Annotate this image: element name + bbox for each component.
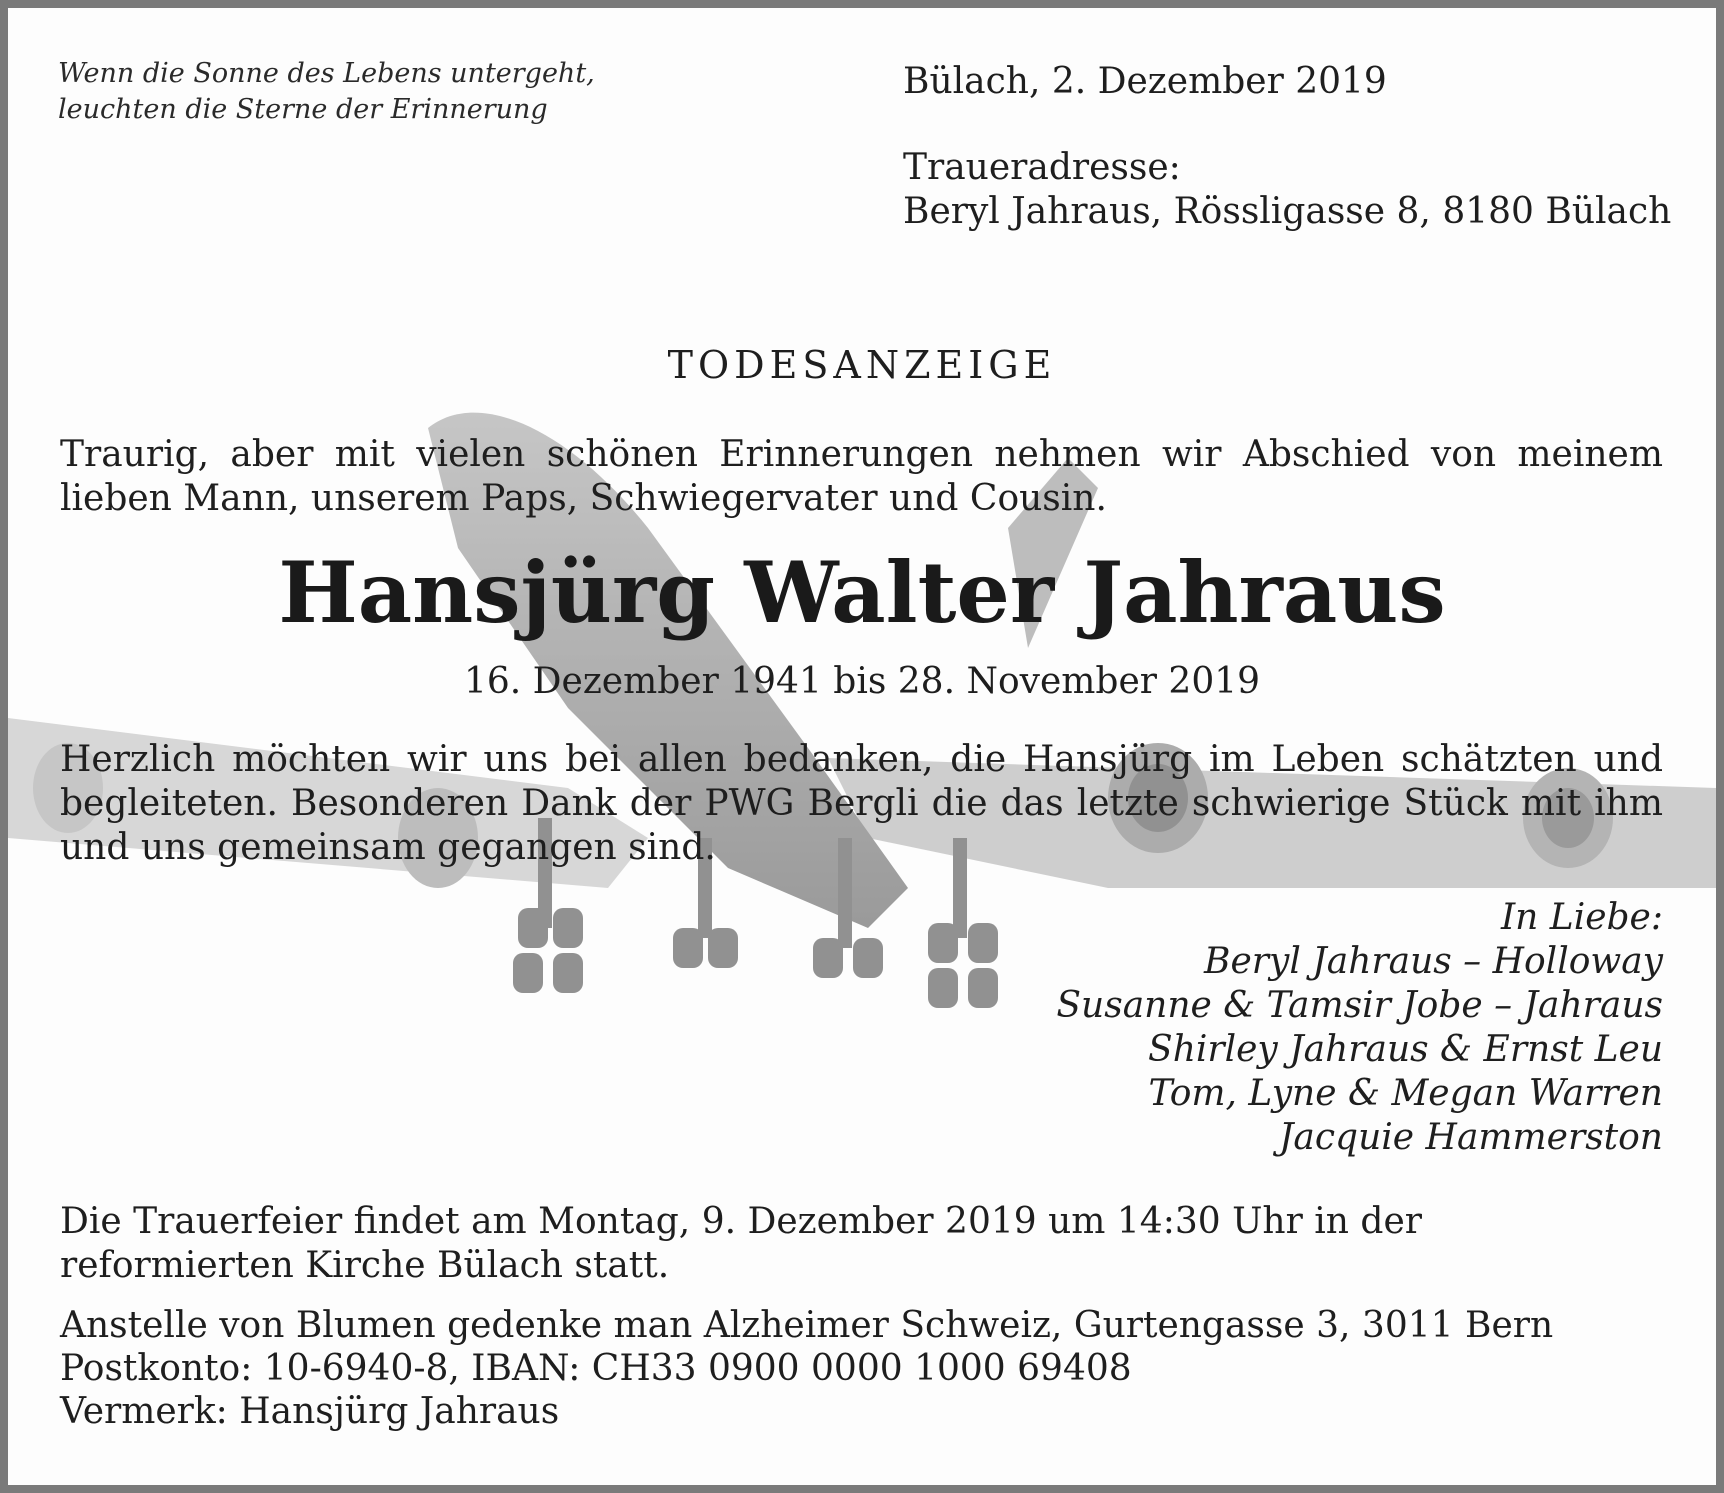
signer-name: Jacquie Hammerston xyxy=(1279,1117,1663,1158)
ceremony-info xyxy=(60,1200,1422,1288)
signer-name: Susanne & Tamsir Jobe – Jahraus xyxy=(1056,985,1663,1026)
memorial-motto xyxy=(58,56,595,128)
ceremony-line-2: reformierten Kirche Bülach statt. xyxy=(60,1245,670,1286)
ceremony-line-1: Die Trauerfeier findet am Montag, 9. Dezember 2019 um 14:30 Uhr in der xyxy=(60,1201,1422,1242)
mourning-address: Beryl Jahraus, Rössligasse 8, 8180 Bülach xyxy=(903,191,1672,232)
motto-line-2: leuchten die Sterne der Erinnerung xyxy=(58,94,548,125)
life-dates: 16. Dezember 1941 bis 28. November 2019 xyxy=(463,661,1261,702)
signers-block xyxy=(1056,896,1663,1160)
donation-line-2: Postkonto: 10-6940-8, IBAN: CH33 0900 0000 1000 69408 xyxy=(60,1348,1132,1389)
donation-info xyxy=(60,1304,1553,1433)
notice-heading: TODESANZEIGE xyxy=(667,343,1057,387)
obituary-notice xyxy=(8,8,1716,1485)
address-label: Traueradresse: xyxy=(903,147,1181,188)
signer-name: Tom, Lyne & Megan Warren xyxy=(1148,1073,1663,1114)
deceased-name: Hansjürg Walter Jahraus xyxy=(278,543,1446,642)
signer-name: Beryl Jahraus – Holloway xyxy=(1204,941,1663,982)
donation-line-3: Vermerk: Hansjürg Jahraus xyxy=(60,1391,560,1432)
place-date: Bülach, 2. Dezember 2019 xyxy=(903,61,1387,102)
signer-name: Shirley Jahraus & Ernst Leu xyxy=(1148,1029,1663,1070)
donation-line-1: Anstelle von Blumen gedenke man Alzheimer Schweiz, Gurtengasse 3, 3011 Bern xyxy=(60,1305,1554,1346)
signers-label: In Liebe: xyxy=(1500,897,1663,938)
motto-line-1: Wenn die Sonne des Lebens untergeht, xyxy=(58,58,595,89)
intro-paragraph: Traurig, aber mit vielen schönen Erinnerungen nehmen wir Abschied von meinem lieben Mann, unserem Paps, Schwiegervater und Cousin. xyxy=(60,434,1663,519)
thanks-paragraph: Herzlich möchten wir uns bei allen bedanken, die Hansjürg im Leben schätzten und begleiteten. Besonderen Dank der PWG Bergli die das letzte schwierige Stück mit ihm und uns gemeinsam gegangen sind. xyxy=(60,739,1663,868)
